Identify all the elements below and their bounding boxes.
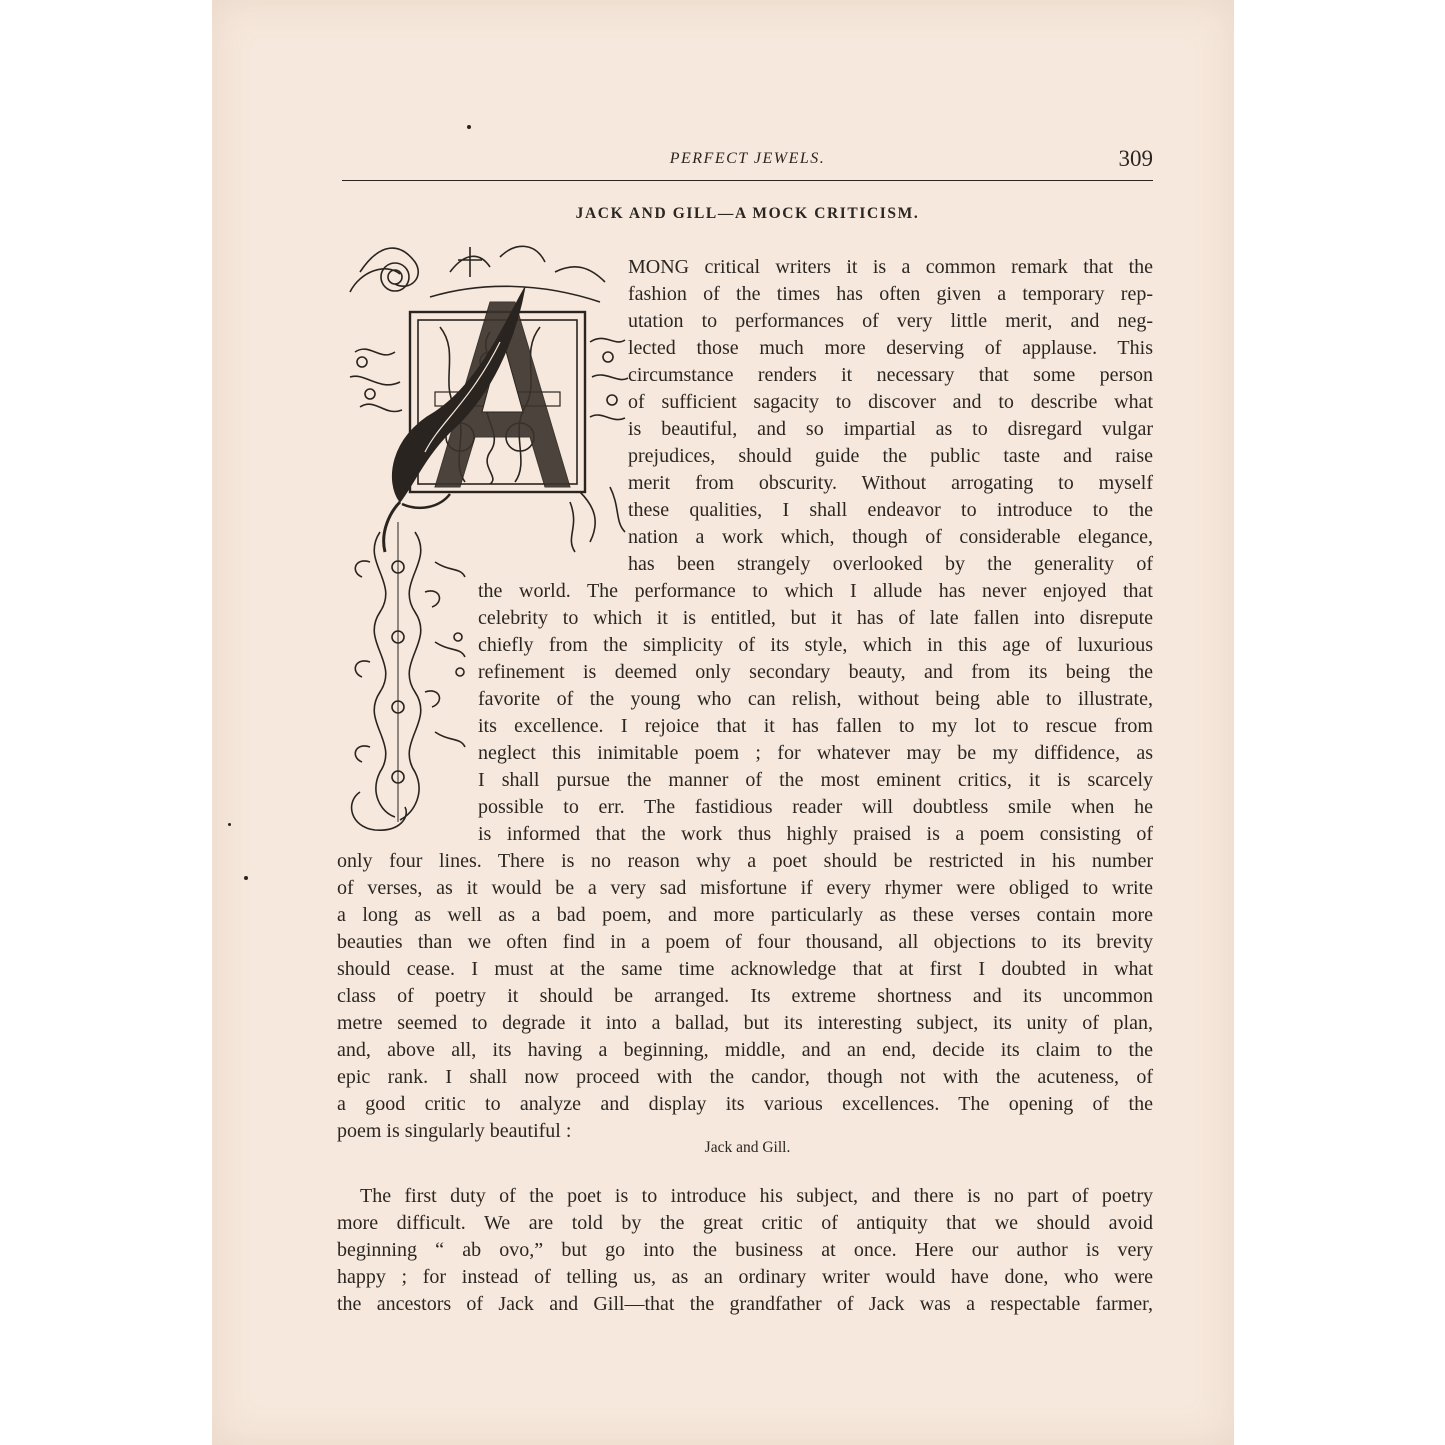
text-line: fashion of the times has often given a temporary rep- [628, 283, 1153, 305]
text-line: only four lines. There is no reason why a poet should be restricted in his number [337, 850, 1153, 872]
page-number: 309 [1118, 146, 1153, 171]
text-line: more difficult. We are told by the great critic of antiquity that we should avoid [337, 1212, 1153, 1234]
text-line: refinement is deemed only secondary beauty, and from its being the [478, 661, 1153, 683]
text-line: chiefly from the simplicity of its style, which in this age of luxurious [478, 634, 1153, 656]
text-line: of sufficient sagacity to discover and to describe what [628, 391, 1153, 413]
text-line: utation to performances of very little merit, and neg- [628, 310, 1153, 332]
text-line: beauties than we often find in a poem of four thousand, all objections to its brevity [337, 931, 1153, 953]
text-line: and, above all, its having a beginning, middle, and an end, decide its claim to the [337, 1039, 1153, 1061]
text-line: The first duty of the poet is to introduce his subject, and there is no part of poetry [360, 1185, 1153, 1207]
text-line: of verses, as it would be a very sad misfortune if every rhymer were obliged to write [337, 877, 1153, 899]
text-line: I shall pursue the manner of the most eminent critics, it is scarcely [478, 769, 1153, 791]
text-line: nation a work which, though of considerable elegance, [628, 526, 1153, 548]
text-line: celebrity to which it is entitled, but it has of late fallen into disrepute [478, 607, 1153, 629]
text-line: metre seemed to degrade it into a ballad, but its interesting subject, its unity of plan, [337, 1012, 1153, 1034]
ink-speck [244, 876, 248, 880]
text-line: favorite of the young who can relish, without being able to illustrate, [478, 688, 1153, 710]
text-line: happy ; for instead of telling us, as an ordinary writer would have done, who were [337, 1266, 1153, 1288]
text-line: the ancestors of Jack and Gill—that the grandfather of Jack was a respectable farmer, [337, 1293, 1153, 1315]
text-line: is informed that the work thus highly praised is a poem consisting of [478, 823, 1153, 845]
text-line: a long as well as a bad poem, and more particularly as these verses contain more [337, 904, 1153, 926]
text-line: epic rank. I shall now proceed with the candor, though not with the acuteness, of [337, 1066, 1153, 1088]
ink-speck [467, 125, 471, 129]
text-line: neglect this inimitable poem ; for whatever may be my diffidence, as [478, 742, 1153, 764]
running-head [342, 146, 1153, 181]
text-line: lected those much more deserving of applause. This [628, 337, 1153, 359]
text-line: should cease. I must at the same time acknowledge that at first I doubted in what [337, 958, 1153, 980]
text-line: class of poetry it should be arranged. Its extreme shortness and its uncommon [337, 985, 1153, 1007]
text-line: possible to err. The fastidious reader will doubtless smile when he [478, 796, 1153, 818]
text-line: the world. The performance to which I allude has never enjoyed that [478, 580, 1153, 602]
text-line: beginning “ ab ovo,” but go into the business at once. Here our author is very [337, 1239, 1153, 1261]
text-line: its excellence. I rejoice that it has fallen to my lot to rescue from [478, 715, 1153, 737]
text-line: circumstance renders it necessary that some person [628, 364, 1153, 386]
text-line: merit from obscurity. Without arrogating to myself [628, 472, 1153, 494]
poem-line: Jack and Gill. [704, 1139, 791, 1156]
text-line: MONG critical writers it is a common remark that the [628, 256, 1153, 278]
text-line: is beautiful, and so impartial as to disregard vulgar [628, 418, 1153, 440]
text-line: has been strangely overlooked by the generality of [628, 553, 1153, 575]
ink-speck [228, 823, 231, 826]
text-line: prejudices, should guide the public taste and raise [628, 445, 1153, 467]
running-title: PERFECT JEWELS. [669, 150, 826, 167]
article-title: JACK AND GILL—A MOCK CRITICISM. [575, 205, 920, 222]
text-line: a good critic to analyze and display its various excellences. The opening of the [337, 1093, 1153, 1115]
text-line: poem is singularly beautiful : [337, 1120, 572, 1142]
text-line: these qualities, I shall endeavor to introduce to the [628, 499, 1153, 521]
